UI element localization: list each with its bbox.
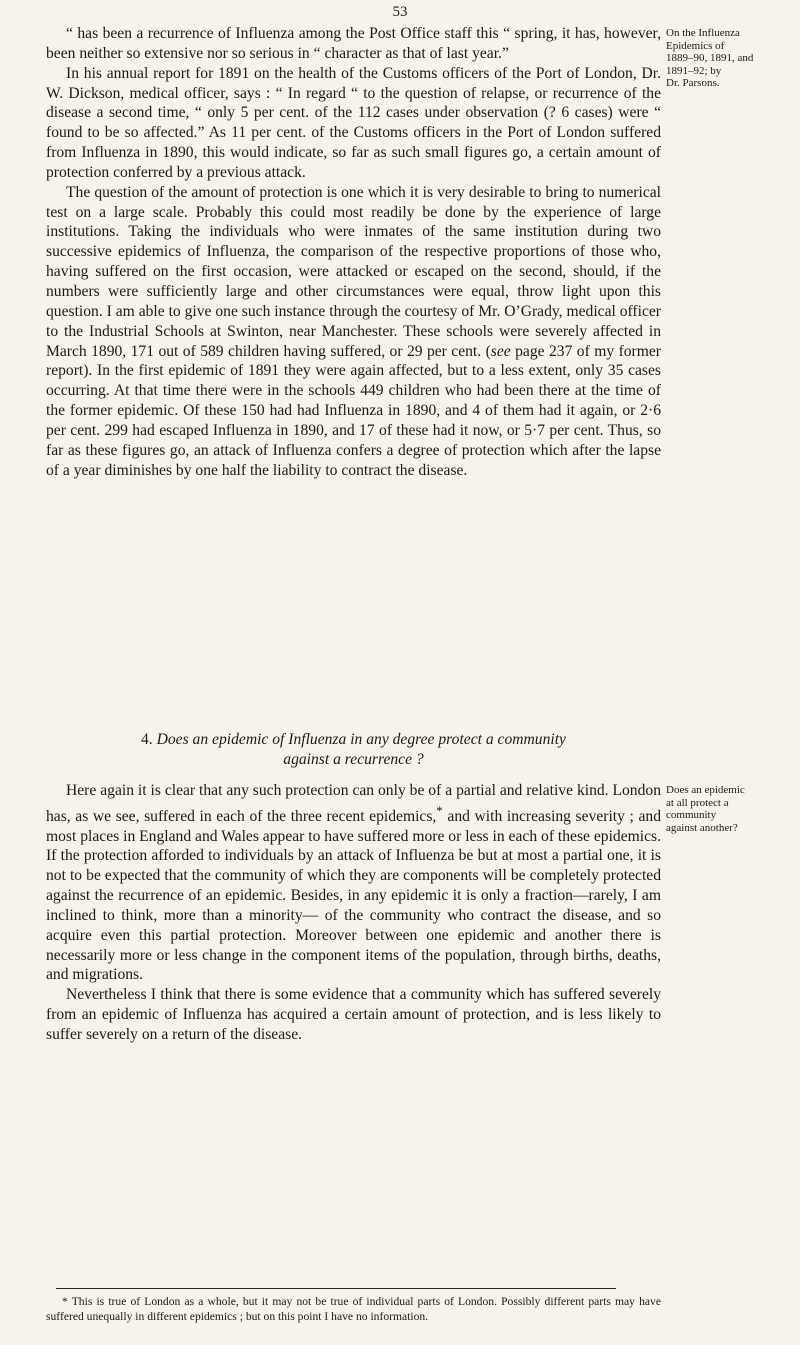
evidence-paragraph: Nevertheless I think that there is some evidence that a community which has suffered severely from an epidemic of Influenza has acquired a certain amount of protection, and is less likely to suffer severely on a return of the disease.	[46, 986, 661, 1043]
footnote-mark: *	[436, 802, 443, 818]
quoted-paragraph: “ has been a recurrence of Influenza among the Post Office staff this “ spring, it has, however, been neither so extensive nor so serious in “ character as that of last year.”	[46, 25, 661, 62]
marginal-note-line: Dr. Parsons.	[666, 77, 720, 90]
marginal-note-line: On the Influenza	[666, 27, 740, 39]
partial-protection-paragraph	[46, 781, 661, 986]
section-4-body	[46, 730, 661, 1045]
paragraph-text: Here again it is clear that any such protection can only be of a partial and relative kind. London has, as we see, suffered in each of the three recent epidemics,	[46, 781, 661, 825]
paragraph-text: page 237 of my former report). In the first epidemic of 1891 they were again affected, but to a less extent, only 35 cases occurring. At that time there were in the schools 449 children who had been there at the time of the former epidemic. Of these 150 had had Influenza in 1890, and 4 of them had it again, or 2·6 per cent. 299 had escaped Influenza in 1890, and 17 of these had it now, or 5·7 per cent. Thus, so far as these figures go, an attack of Influenza confers a degree of protection which after the lapse of a year diminishes by one half the liability to contract the disease.	[46, 342, 661, 479]
footnote	[46, 1294, 661, 1324]
marginal-note-line: against another?	[666, 821, 738, 834]
see-reference: see	[490, 342, 511, 360]
footnote-divider	[56, 1288, 616, 1289]
customs-report-paragraph: In his annual report for 1891 on the health of the Customs officers of the Port of London, Dr. W. Dickson, medical officer, says : “ In regard “ to the question of relapse, or recurrence of the disease a second time, “ only 5 per cent. of the 112 cases under observation (? 6 cases) were “ found to be so affected.” As 11 per cent. of the Customs officers in the Port of London suffered from Influenza in 1890, this would indicate, so far as such small figures go, a certain amount of protection conferred by a previous attack.	[46, 64, 661, 181]
marginal-note-community-protection	[666, 784, 794, 834]
marginal-note-line: Epidemics of	[666, 39, 725, 52]
marginal-note-line: at all protect a	[666, 796, 729, 809]
paragraph-text: and with increasing severity ; and most places in England and Wales appear to have suffered more or less in each of these epidemics. If the protection afforded to individuals by an attack of Influenza be but at most a partial one, it is not to be expected that the community of which they are components will be completely protected against the recurrence of an epidemic. Besides, in any epidemic it is only a fraction—rarely, I am inclined to think, more than a minority— of the community who contract the disease, and so acquire even this partial protection. Moreover between one epidemic and another there is necessarily more or less change in the component items of the population, through births, deaths, and migrations.	[46, 807, 661, 984]
marginal-note-line: 1889–90, 1891, and	[666, 52, 754, 65]
section-number: 4.	[141, 731, 153, 748]
section-4-heading-continued: against a recurrence ?	[283, 750, 424, 768]
protection-question-paragraph	[46, 183, 661, 481]
section-4-heading	[46, 730, 661, 750]
paragraph-text: The question of the amount of protection is one which it is very desirable to bring to numerical test on a large scale. Probably this could most readily be done by the experience of large institutions. Taking the individuals who were inmates of the same institution during two successive epidemics of Influenza, the comparison of the respective proportions of those who, having suffered on the first occasion, were attacked or escaped on the second, should, if the numbers were sufficiently large and other circumstances were equal, throw light upon this question. I am able to give one such instance through the courtesy of Mr. O’Grady, medical officer to the Industrial Schools at Swinton, near Manchester. These schools were severely affected in March 1890, 171 out of 589 children having suffered, or 29 per cent. (	[46, 183, 661, 360]
marginal-note-influenza-epidemics	[666, 27, 794, 90]
marginal-note-line: community	[666, 809, 717, 822]
page-number: 53	[392, 4, 408, 20]
heading-line: Does an epidemic of Influenza in any degree protect a community	[156, 731, 566, 748]
footnote-text: * This is true of London as a whole, but it may not be true of individual parts of London. Possibly different parts may have suffered unequally in different epidemics ; but on this point I have no information.	[46, 1295, 661, 1323]
marginal-note-line: Does an epidemic	[666, 784, 745, 796]
section-3-body	[46, 24, 661, 480]
marginal-note-line: 1891–92; by	[666, 64, 722, 77]
